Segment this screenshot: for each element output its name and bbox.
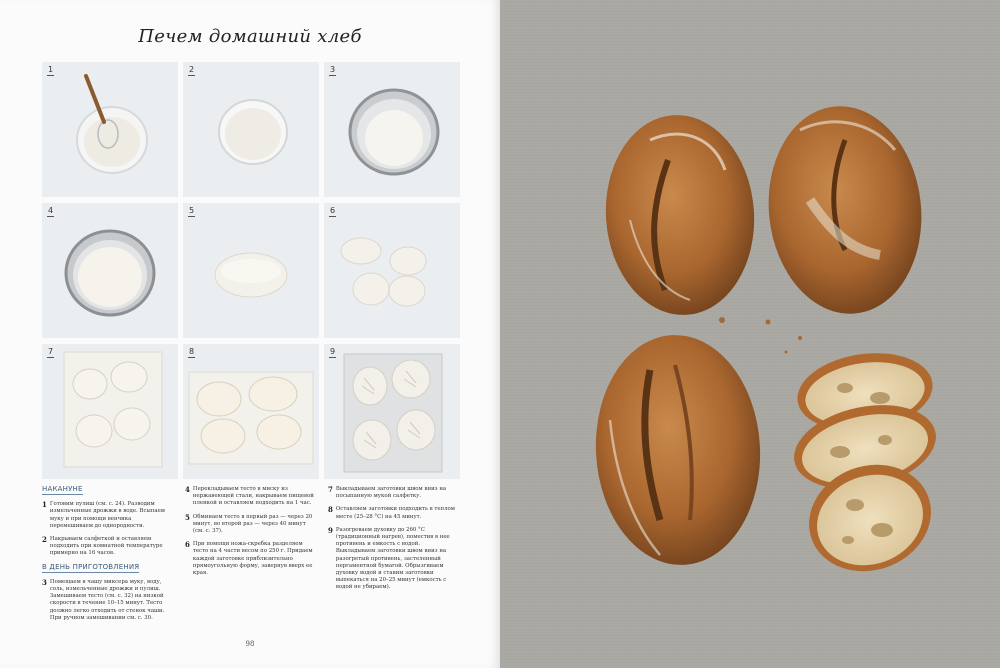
loaves-on-cloth-image xyxy=(42,344,178,479)
step-photo-8 xyxy=(183,344,319,479)
step-photo-7 xyxy=(42,344,178,479)
step-number: 6 xyxy=(330,206,336,215)
step-number: 3 xyxy=(330,65,336,74)
recipe-instructions xyxy=(42,486,462,626)
step-photo-3 xyxy=(324,62,460,197)
instructions-column-1 xyxy=(42,486,172,628)
instructions-column-3 xyxy=(328,486,458,598)
instruction-step: 7 Выкладываем заготовки швом вниз на посыпанную мукой салфетку. xyxy=(328,485,447,500)
step-number: 8 xyxy=(189,347,195,356)
step-photo-1 xyxy=(42,62,178,197)
proofed-loaves-image xyxy=(183,344,319,479)
step-number: 2 xyxy=(189,65,195,74)
step-photo-6 xyxy=(324,203,460,338)
step-number: 1 xyxy=(48,65,54,74)
instruction-step: 4 Перекладываем тесто в миску из нержавеющей стали, накрываем пищевой пленкой и оставляем подходить на 1 час. xyxy=(185,485,314,507)
section-heading-day: В ДЕНЬ ПРИГОТОВЛЕНИЯ xyxy=(42,564,139,573)
poolish-bowl-image xyxy=(183,62,319,197)
instruction-step: 5 Обминаем тесто в первый раз — через 20 минут, во второй раз — через 40 минут (см. с. 37). xyxy=(185,512,313,535)
step-number: 7 xyxy=(48,347,54,356)
instruction-step: 8 Оставляем заготовки подходить в теплом месте (25–28 °С) на 45 минут. xyxy=(328,505,455,520)
step-photo-2 xyxy=(183,62,319,197)
instruction-step: 6 При помощи ножа-скребка разделяем тесто на 4 части весом по 250 г. Придаем каждой заготовке приблизительно прямоугольную форму, завернув вверх ее края. xyxy=(185,540,313,577)
step-photo-grid xyxy=(42,62,460,479)
dough-steel-bowl-image xyxy=(324,62,460,197)
step-number: 5 xyxy=(189,206,195,215)
section-heading-eve: НАКАНУНЕ xyxy=(42,486,83,495)
scored-loaves-image xyxy=(324,344,460,479)
instructions-column-2 xyxy=(185,486,315,583)
divided-dough-image xyxy=(324,203,460,338)
whisk-bowl-image xyxy=(42,62,178,197)
instruction-step: 1 Готовим пулиш (см. с. 24). Разводим измельченные дрожжи в воде. Всыпаем муку и при помощи венчика перемешиваем до однородности. xyxy=(42,500,165,529)
page-title: Печем домашний хлеб xyxy=(138,26,362,47)
step-photo-9 xyxy=(324,344,460,479)
page-number: 98 xyxy=(245,640,255,648)
bread-loaves-photo xyxy=(500,0,1000,668)
dough-log-image xyxy=(183,203,319,338)
step-number: 4 xyxy=(48,206,54,215)
instruction-step: 9 Разогреваем духовку до 260 °С (традиционный нагрев), поместив в нее противень и емкость с водой. Выкладываем заготовки швом вниз на разогретый противень, застеленный пергаментной бумагой. Обрызгиваем духовку водой и ставим заготовки выпекаться на 20–25 минут (емкость с водой не убираем). xyxy=(328,525,450,591)
risen-dough-bowl-image xyxy=(42,203,178,338)
instruction-step: 3 Помещаем в чашу миксера муку, воду, соль, измельченные дрожжи и пулиш. Замешиваем тесто (см. с. 32) на низкой скорости в течение 10–15 минут. Тесто должно легко отходить от стенок чаши. При ручном замешивании см. с. 30. xyxy=(42,577,165,621)
step-photo-5 xyxy=(183,203,319,338)
instruction-step: 2 Накрываем салфеткой и оставляем подходить при комнатной температуре примерно на 16 часов. xyxy=(42,535,163,557)
step-photo-4 xyxy=(42,203,178,338)
right-page xyxy=(500,0,1000,668)
step-number: 9 xyxy=(330,347,336,356)
